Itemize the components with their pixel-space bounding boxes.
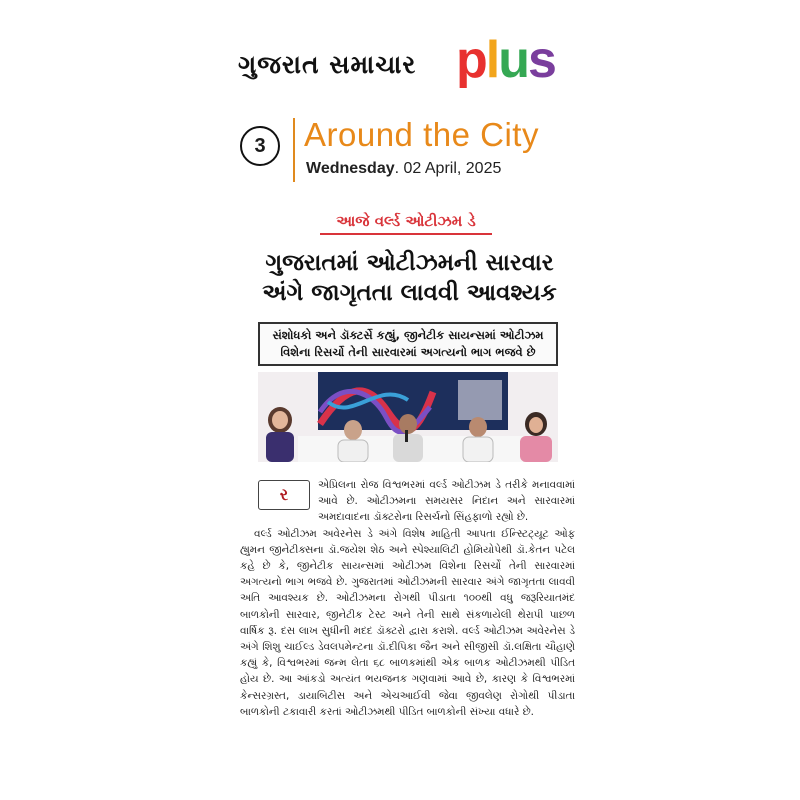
page-number-badge: 3 <box>240 126 280 166</box>
headline-line-1: ગુજરાતમાં ઓટીઝમની સારવાર <box>265 250 554 276</box>
article-photo <box>258 372 558 462</box>
section-header <box>240 118 585 186</box>
headline-line-2: અંગે જાગૃતતા લાવવી આવશ્યક <box>262 280 557 306</box>
kicker-text: આજે વર્લ્ડ ઓટીઝમ ડે <box>336 212 476 230</box>
subhead-line-1: સંશોધકો અને ડૉક્ટર્સે કહ્યું, જીનેટીક સાયન્સમાં ઓટીઝમ <box>272 328 544 342</box>
dropcap: ર <box>258 480 310 510</box>
article-text <box>240 477 575 720</box>
plus-letter-s: s <box>527 31 555 89</box>
newspaper-name: ગુજરાત સમાચાર <box>238 50 417 79</box>
article-headline <box>252 248 567 308</box>
subhead-line-2: વિશેના રિસર્ચો તેની સારવારમાં અગત્યનો ભાગ ભજવે છે <box>280 345 536 359</box>
publication-date <box>306 160 501 178</box>
article-subhead <box>258 322 558 366</box>
weekday: Wednesday <box>306 160 395 177</box>
plus-letter-p: p <box>456 31 486 89</box>
kicker-underline <box>320 233 492 235</box>
plus-logo <box>456 31 555 89</box>
masthead <box>238 31 568 96</box>
section-divider <box>293 118 295 182</box>
article-kicker <box>320 212 492 235</box>
paragraph-1: એપ્રિલના રોજ વિશ્વભરમાં વર્લ્ડ ઓટીઝમ ડે તરીકે મનાવવામાં આવે છે. ઓટીઝમના સમયસર નિદાન અને સારવારમાં અમદાવાદના ડૉક્ટરોના રિસર્ચનો સિંહફાળો રહ્યો છે. <box>318 479 575 524</box>
event-photo-illustration <box>258 372 558 462</box>
plus-letter-l: l <box>485 31 499 89</box>
plus-letter-u: u <box>498 31 528 89</box>
date-text: . 02 April, 2025 <box>394 160 502 177</box>
section-title: Around the City <box>304 116 539 153</box>
article-body <box>240 477 575 720</box>
paragraph-2: વર્લ્ડ ઓટીઝમ અવેરનેસ ડે અંગે વિશેષ માહિતી આપતા ઈન્સ્ટિટ્યૂટ ઓફ હ્યુમન જીનેટીક્સના ડૉ.જયેશ શેઠ અને સ્પેશ્યાલિટી હોમિયોપેથી ડૉ.કેતન પટેલ કહે છે કે, જીનેટીક સાયન્સમાં ઓટીઝમ વિશેના રિસર્ચો તેની સારવારમાં અગત્યનો ભાગ ભજવે છે. ગુજરાતમાં ઓટીઝમની સારવાર અંગે જાગૃતતા લાવવી અતિ આવશ્યક છે. ઓટીઝમના રોગથી પીડાતા ૧૦૦થી વધુ જરૂરિયાતમંદ બાળકોની સારવાર, જીનેટીક ટેસ્ટ અને તેની સાથે સંકળાયેલી થેરાપી પાછળ વાર્ષિક રૂ. દસ લાખ સુધીની મદદ ડૉક્ટરો દ્વારા કરાશે. વર્લ્ડ ઓટીઝમ અવેરનેસ ડે અંગે શિશુ ચાઈલ્ડ ડેવલપમેન્ટના ડૉ.દીપિકા જૈન અને સીજીસી ડૉ.લક્ષિતા ચૌહાણે કહ્યું કે, વિશ્વભરમાં જન્મ લેતા ૬૮ બાળકમાંથી એક બાળક ઓટીઝમથી પીડિત હોય છે. આ આંકડો અત્યંત ભયજનક ગણવામાં આવે છે, કારણ કે વિશ્વભરમાં કેન્સરગ્રસ્ત, ડાયાબિટીસ અને એચઆઈવી જેવા જીવલેણ રોગોથી પીડાતા બાળકોની ટકાવારી કરતાં ઓટીઝમથી પીડિત બાળકોની સંખ્યા વધારે છે. <box>240 527 575 718</box>
